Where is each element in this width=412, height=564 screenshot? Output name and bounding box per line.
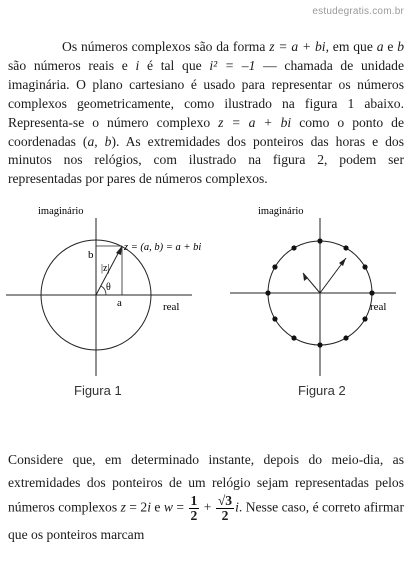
- hour-hand-arrow: [303, 273, 308, 281]
- minute-hand-arrow: [339, 258, 346, 266]
- intro-paragraph: Os números complexos são da forma z = a + bi, em que a e b são números reais e i é tal que i² = –1 — chamada de unidade imaginária. O plano cartesiano é usado para representar os números complexos geometricamente, como ilustrado na figura 1 abaixo. Representa-se o número complexo z = a + bi como o ponto de coordenadas (a, b). As extremidades dos ponteiros das horas e dos minutos nos relógios, com ilustrado na figura 2, podem ser representadas por pares de números complexos.: [8, 39, 405, 187]
- a-label: a: [117, 297, 122, 309]
- hour-mark: [291, 335, 296, 340]
- hour-mark: [343, 335, 348, 340]
- hour-mark: [265, 290, 270, 295]
- hour-mark: [369, 290, 374, 295]
- theta-label: θ: [106, 282, 111, 293]
- point-z-label: z = (a, b) = a + bi: [124, 242, 202, 253]
- hour-mark: [362, 264, 367, 269]
- hour-mark: [291, 245, 296, 250]
- hour-mark: [272, 316, 277, 321]
- watermark: estudegratis.com.br: [312, 6, 404, 17]
- figure2-axis-x-label: real: [370, 301, 387, 313]
- hour-mark: [317, 238, 322, 243]
- hour-mark: [272, 264, 277, 269]
- figure2-axis-y-label: imaginário: [258, 206, 304, 217]
- modulus-label: |z|: [101, 263, 110, 274]
- figure2-caption: Figura 2: [298, 383, 346, 398]
- fraction-one-half: $\frac{1}{2}$: [190, 493, 198, 523]
- figure1-axis-y-label: imaginário: [38, 206, 84, 217]
- vector-arrowhead: [116, 246, 122, 255]
- figure1-axis-x-label: real: [163, 301, 180, 313]
- fraction-root3-half: $\frac{√3}{2}$: [217, 493, 233, 523]
- figure1-caption: Figura 1: [74, 383, 122, 398]
- figure-1-complex-plane: [0, 206, 210, 406]
- b-label: b: [88, 249, 94, 261]
- figure-2-clock: [220, 206, 412, 406]
- question-paragraph: Considere que, em determinado instante, depois do meio-dia, as extremidades dos ponteiros de um relógio sejam representadas pelos números complexos z = 2i e w = $\frac{1}{2}$ + $\frac{√3}{2}$ i. Nesse caso, é correto afirmar que os ponteiros marcam: [8, 452, 404, 542]
- hour-mark: [343, 245, 348, 250]
- hour-mark: [317, 342, 322, 347]
- hour-mark: [362, 316, 367, 321]
